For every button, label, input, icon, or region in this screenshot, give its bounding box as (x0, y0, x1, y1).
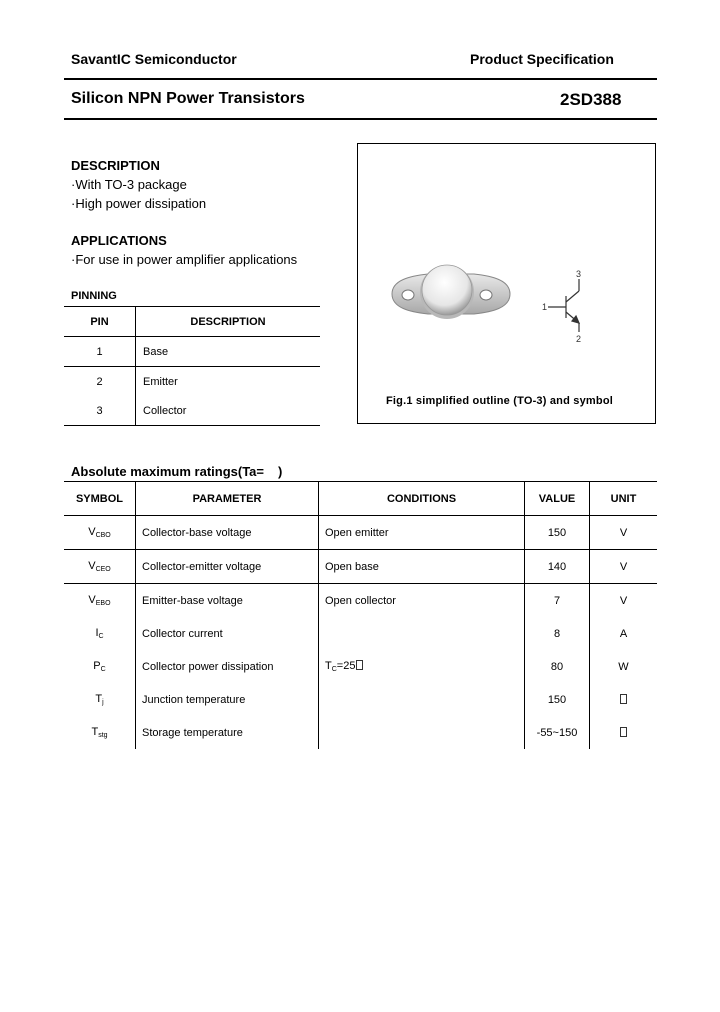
unit-cell (590, 716, 658, 749)
pinning-title: PINNING (71, 290, 117, 302)
figure-box (357, 143, 656, 424)
table-row (64, 683, 657, 716)
unit-cell: W (618, 660, 629, 673)
pin-number: 3 (64, 396, 136, 426)
parameter-cell: Storage temperature (136, 716, 319, 749)
table-row (64, 584, 657, 618)
value-cell: 8 (525, 617, 590, 650)
parameter-cell: Junction temperature (136, 683, 319, 716)
parameter-cell: Collector current (136, 617, 319, 650)
conditions-cell (319, 683, 525, 716)
parameter-cell: Collector-emitter voltage (136, 550, 319, 584)
product-line: Silicon NPN Power Transistors (71, 90, 305, 107)
pin-number: 2 (64, 367, 136, 397)
parameter-cell: Emitter-base voltage (136, 584, 319, 618)
company-name: SavantIC Semiconductor (71, 51, 237, 67)
title-rule (64, 118, 657, 120)
unit-header: UNIT (590, 482, 658, 516)
parameter-cell: Collector-base voltage (136, 516, 319, 550)
table-row (64, 516, 657, 550)
conditions-cell: Open emitter (319, 516, 525, 550)
table-row (64, 367, 320, 397)
conditions-cell: Open base (319, 550, 525, 584)
table-header-row (64, 482, 657, 516)
ratings-title-end: ) (278, 464, 283, 479)
value-cell: 150 (525, 683, 590, 716)
degree-glyph-icon (356, 660, 363, 670)
conditions-cell (319, 617, 525, 650)
value-cell: 150 (525, 516, 590, 550)
pin-description: Emitter (136, 367, 321, 397)
ratings-title-text: Absolute maximum ratings(Ta= (71, 464, 264, 479)
table-row (64, 396, 320, 426)
conditions-header: CONDITIONS (319, 482, 525, 516)
pin-description: Base (143, 345, 169, 358)
table-row (64, 617, 657, 650)
pin-description: Collector (136, 396, 321, 426)
figure-caption: Fig.1 simplified outline (TO-3) and symbol (386, 395, 613, 407)
table-row (64, 337, 320, 367)
ratings-title (71, 464, 282, 479)
description-item: ·High power dissipation (71, 196, 207, 211)
symbol-cell: $P_C$ (64, 650, 136, 683)
symbol-cell: $I_C$ (64, 617, 136, 650)
part-number: 2SD388 (560, 90, 622, 109)
symbol-cell: $V_{EBO}$ (64, 584, 136, 618)
parameter-cell: Collector power dissipation (136, 650, 319, 683)
value-cell: 80 (525, 650, 590, 683)
value-cell: 7 (525, 584, 590, 618)
table-row (64, 650, 657, 683)
unit-cell: A (619, 627, 628, 640)
pin-label-1: 1 (542, 302, 548, 312)
degree-glyph-icon (620, 727, 627, 737)
pin-label-3: 3 (576, 269, 582, 279)
applications-item: ·For use in power amplifier applications (71, 252, 298, 267)
description-header: DESCRIPTION (190, 315, 266, 328)
to3-package-and-symbol-figure (358, 144, 655, 423)
pin-label-2: 2 (576, 334, 582, 344)
symbol-cell: $T_{stg}$ (64, 716, 136, 749)
table-header-row (64, 307, 320, 337)
symbol-cell: $T_j$ (64, 683, 136, 716)
table-row (64, 550, 657, 584)
table-row (64, 716, 657, 749)
value-cell: 140 (525, 550, 590, 584)
symbol-cell: $V_{CBO}$ (64, 516, 136, 550)
npn-transistor-symbol-icon (548, 279, 579, 332)
conditions-cell: $T_C=25$ (319, 650, 525, 683)
degree-glyph-icon (620, 694, 627, 704)
unit-cell: V (590, 550, 658, 584)
unit-cell: V (619, 594, 628, 607)
spec-label: Product Specification (470, 51, 614, 67)
conditions-cell (319, 716, 525, 749)
description-title: DESCRIPTION (71, 158, 160, 173)
symbol-cell: $V_{CEO}$ (64, 550, 136, 584)
parameter-header: PARAMETER (136, 482, 319, 516)
ratings-table (64, 481, 657, 749)
unit-cell: V (590, 516, 658, 550)
symbol-header: SYMBOL (64, 482, 136, 516)
pin-number: 1 (64, 337, 136, 367)
pin-header: PIN (64, 307, 136, 337)
value-cell: -55~150 (525, 716, 590, 749)
to3-package-icon (392, 265, 510, 319)
value-header: VALUE (525, 482, 590, 516)
pinning-table (64, 306, 320, 426)
header-rule (64, 78, 657, 80)
conditions-cell: Open collector (319, 584, 525, 618)
description-item: ·With TO-3 package (71, 177, 187, 192)
unit-cell (590, 683, 658, 716)
applications-title: APPLICATIONS (71, 233, 167, 248)
